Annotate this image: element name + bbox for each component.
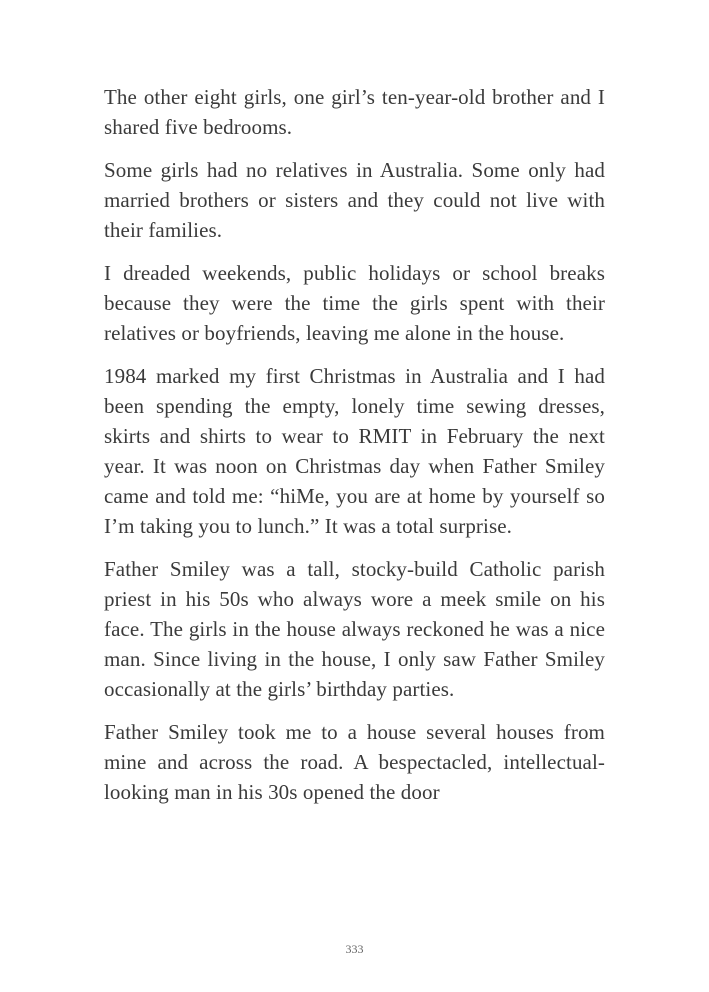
paragraph: Some girls had no relatives in Australia. Some only had married brothers or sisters and they could not live with their families.	[104, 158, 605, 242]
paragraph: I dreaded weekends, public holidays or school breaks because they were the time the girls spent with their relatives or boyfriends, leaving me alone in the house.	[104, 261, 605, 345]
paragraph: Father Smiley took me to a house several houses from mine and across the road. A bespectacled, intellectual-looking man in his 30s opened the door	[104, 720, 605, 804]
page-body	[104, 82, 605, 807]
paragraph: 1984 marked my first Christmas in Australia and I had been spending the empty, lonely time sewing dresses, skirts and shirts to wear to RMIT in February the next year. It was noon on Christmas day when Father Smiley came and told me: “hiMe, you are at home by yourself so I’m taking you to lunch.” It was a total surprise.	[104, 364, 605, 538]
paragraph: The other eight girls, one girl’s ten-year-old brother and I shared five bedrooms.	[104, 85, 605, 139]
paragraph: Father Smiley was a tall, stocky-build Catholic parish priest in his 50s who always wore a meek smile on his face. The girls in the house always reckoned he was a nice man. Since living in the house, I only saw Father Smiley occasionally at the girls’ birthday parties.	[104, 557, 605, 701]
page-number: 333	[345, 942, 364, 956]
